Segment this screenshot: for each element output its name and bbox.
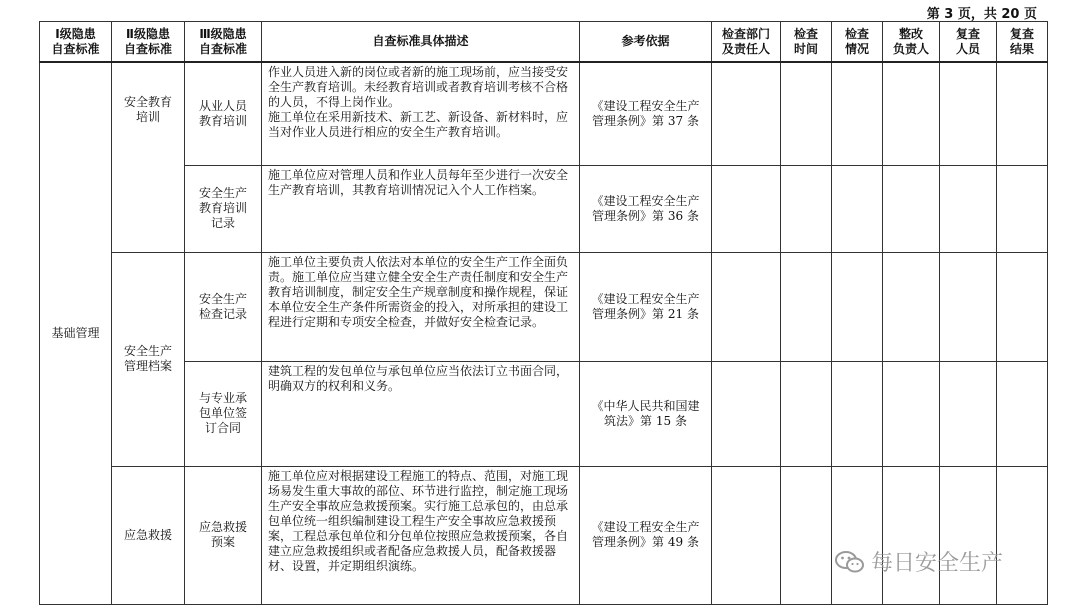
rectify-cell[interactable] — [883, 361, 940, 466]
description-cell: 施工单位应对根据建设工程施工的特点、范围，对施工现场易发生重大事故的部位、环节进行监控，制定施工现场生产安全事故应急救援预案。实行施工总承包的，由总承包单位统一组织编制建设工程生产安全事故应急救援预案，工程总承包单位和分包单位按照应急救援预案，各自建立应急救援组织或者配备应急救援人员，配备救援器材、设置，并定期组织演练。 — [262, 466, 580, 604]
header-reference: 参考依据 — [580, 22, 712, 63]
header-row — [40, 22, 1048, 63]
table-row — [40, 62, 1048, 165]
level2-cell: 安全教育 培训 — [112, 62, 185, 252]
hazard-checklist-table — [39, 21, 1048, 605]
table-row — [40, 361, 1048, 466]
dept-cell[interactable] — [712, 361, 781, 466]
reference-cell: 《建设工程安全生产管理条例》第 36 条 — [580, 165, 712, 252]
recheck-person-cell[interactable] — [940, 62, 997, 165]
reference-cell: 《建设工程安全生产管理条例》第 37 条 — [580, 62, 712, 165]
reference-cell: 《建设工程安全生产管理条例》第 49 条 — [580, 466, 712, 604]
recheck-person-cell[interactable] — [940, 165, 997, 252]
level1-cell: 基础管理 — [40, 62, 112, 604]
time-cell[interactable] — [781, 252, 832, 361]
time-cell[interactable] — [781, 361, 832, 466]
dept-cell[interactable] — [712, 62, 781, 165]
header-status: 检查 情况 — [832, 22, 883, 63]
header-time: 检查 时间 — [781, 22, 832, 63]
time-cell[interactable] — [781, 62, 832, 165]
table-row — [40, 466, 1048, 604]
dept-cell[interactable] — [712, 165, 781, 252]
description-cell: 建筑工程的发包单位与承包单位应当依法订立书面合同，明确双方的权利和义务。 — [262, 361, 580, 466]
header-rectify: 整改 负责人 — [883, 22, 940, 63]
description-cell: 施工单位应对管理人员和作业人员每年至少进行一次安全生产教育培训，其教育培训情况记入个人工作档案。 — [262, 165, 580, 252]
recheck-person-cell[interactable] — [940, 466, 997, 604]
header-description: 自查标准具体描述 — [262, 22, 580, 63]
time-cell[interactable] — [781, 466, 832, 604]
table-row — [40, 165, 1048, 252]
recheck-result-cell[interactable] — [997, 361, 1048, 466]
page-indicator: 第 3 页，共 20 页 — [926, 7, 1037, 22]
rectify-cell[interactable] — [883, 165, 940, 252]
status-cell[interactable] — [832, 165, 883, 252]
wechat-icon — [835, 550, 865, 574]
status-cell[interactable] — [832, 62, 883, 165]
level3-cell: 安全生产 检查记录 — [185, 252, 262, 361]
header-level3: Ⅲ级隐患 自查标准 — [185, 22, 262, 63]
reference-cell: 《中华人民共和国建筑法》第 15 条 — [580, 361, 712, 466]
level2-cell: 应急救援 — [112, 466, 185, 604]
watermark — [835, 546, 1003, 577]
description-cell: 施工单位主要负责人依法对本单位的安全生产工作全面负责。施工单位应当建立健全安全生产责任制度和安全生产教育培训制度，制定安全生产规章制度和操作规程，保证本单位安全生产条件所需资金的投入，对所承担的建设工程进行定期和专项安全检查，并做好安全检查记录。 — [262, 252, 580, 361]
rectify-cell[interactable] — [883, 252, 940, 361]
rectify-cell[interactable] — [883, 62, 940, 165]
dept-cell[interactable] — [712, 252, 781, 361]
rectify-cell[interactable] — [883, 466, 940, 604]
level3-cell: 安全生产 教育培训 记录 — [185, 165, 262, 252]
recheck-person-cell[interactable] — [940, 252, 997, 361]
header-level1: Ⅰ级隐患 自查标准 — [40, 22, 112, 63]
status-cell[interactable] — [832, 361, 883, 466]
watermark-text: 每日安全生产 — [871, 551, 1004, 576]
description-cell: 作业人员进入新的岗位或者新的施工现场前，应当接受安全生产教育培训。未经教育培训或者教育培训考核不合格的人员，不得上岗作业。 施工单位在采用新技术、新工艺、新设备、新材料时，应当对作业人员进行相应的安全生产教育培训。 — [262, 62, 580, 165]
level3-cell: 应急救援 预案 — [185, 466, 262, 604]
reference-cell: 《建设工程安全生产管理条例》第 21 条 — [580, 252, 712, 361]
header-dept: 检查部门 及责任人 — [712, 22, 781, 63]
recheck-result-cell[interactable] — [997, 252, 1048, 361]
time-cell[interactable] — [781, 165, 832, 252]
level2-cell: 安全生产 管理档案 — [112, 252, 185, 466]
level3-cell: 从业人员 教育培训 — [185, 62, 262, 165]
level3-cell: 与专业承 包单位签 订合同 — [185, 361, 262, 466]
recheck-result-cell[interactable] — [997, 165, 1048, 252]
recheck-person-cell[interactable] — [940, 361, 997, 466]
status-cell[interactable] — [832, 466, 883, 604]
dept-cell[interactable] — [712, 466, 781, 604]
header-recheck-person: 复查 人员 — [940, 22, 997, 63]
recheck-result-cell[interactable] — [997, 466, 1048, 604]
table-row — [40, 252, 1048, 361]
status-cell[interactable] — [832, 252, 883, 361]
recheck-result-cell[interactable] — [997, 62, 1048, 165]
header-recheck-result: 复查 结果 — [997, 22, 1048, 63]
header-level2: Ⅱ级隐患 自查标准 — [112, 22, 185, 63]
